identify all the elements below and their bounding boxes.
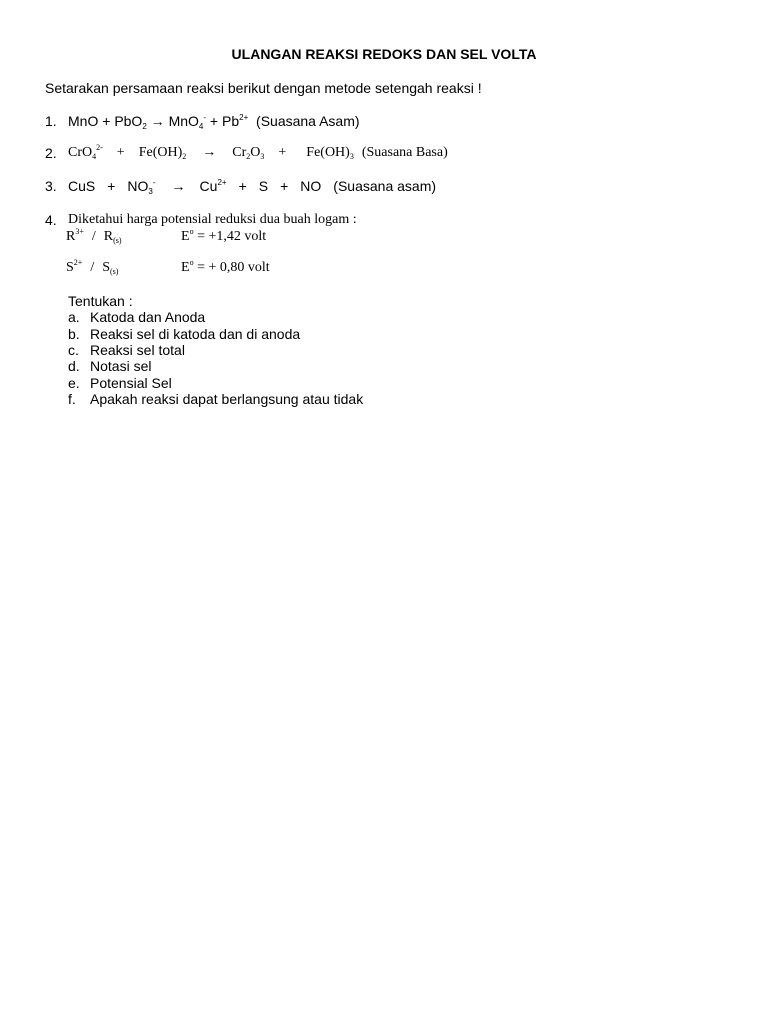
slash: / (90, 260, 95, 275)
condition: (Suasana asam) (333, 178, 437, 194)
product: Pb (222, 113, 240, 129)
superscript: 2+ (73, 258, 83, 267)
reactant: CuS (68, 178, 96, 194)
product: S (258, 178, 269, 194)
subscript: 2 (142, 122, 147, 131)
subscript: 3 (148, 187, 153, 196)
list-item-letter: c. (68, 342, 79, 358)
tentukan-label: Tentukan : (68, 293, 133, 309)
question-4-number: 4. (45, 212, 57, 228)
subscript: 3 (260, 152, 265, 161)
condition: (Suasana Asam) (256, 113, 360, 129)
list-item-letter: d. (68, 358, 80, 374)
product: NO (300, 178, 322, 194)
question-1-number: 1. (45, 113, 57, 129)
ion: R (66, 229, 76, 244)
plus-sign: + (116, 145, 125, 160)
potential-text: = + 0,80 volt (193, 260, 270, 275)
potential-value-1 (181, 229, 266, 245)
metal: R (103, 229, 114, 244)
question-2-equation (68, 145, 448, 161)
superscript: 3+ (75, 227, 84, 236)
condition: (Suasana Basa) (361, 145, 448, 160)
plus-sign: + (209, 113, 219, 129)
superscript: 2+ (239, 113, 249, 122)
instruction-text: Setarakan persamaan reaksi berikut dengan metode setengah reaksi ! (45, 80, 482, 96)
reactant: NO (127, 178, 149, 194)
list-item-text: Apakah reaksi dapat berlangsung atau tidak (90, 391, 364, 407)
plus-sign: + (238, 178, 247, 194)
subscript: 4 (92, 152, 97, 161)
question-4-intro: Diketahui harga potensial reduksi dua buah logam : (68, 212, 357, 227)
list-item-text: Potensial Sel (90, 375, 172, 391)
reaction-arrow: → (171, 178, 186, 194)
question-2-number: 2. (45, 145, 57, 161)
half-cell-2 (66, 260, 118, 276)
superscript: o (189, 258, 194, 267)
superscript: 2- (96, 143, 103, 152)
superscript: - (203, 113, 207, 122)
reactant: MnO (68, 113, 99, 129)
eo-symbol: E (181, 229, 190, 244)
reactant: Fe(OH) (138, 145, 183, 160)
product: Cu (199, 178, 218, 194)
question-1-equation (68, 113, 360, 129)
subscript: (s) (110, 267, 119, 276)
list-item-text: Reaksi sel total (90, 342, 185, 358)
product: Fe(OH) (306, 145, 350, 160)
question-3-equation (68, 178, 436, 194)
page-title: ULANGAN REAKSI REDOKS DAN SEL VOLTA (231, 46, 537, 62)
plus-sign: + (280, 178, 289, 194)
superscript: 2+ (217, 178, 227, 187)
potential-value-2 (181, 260, 270, 276)
question-3-number: 3. (45, 178, 57, 194)
reactant: PbO (114, 113, 143, 129)
product: Cr (232, 145, 247, 160)
plus-sign: + (278, 145, 287, 160)
metal: S (102, 260, 110, 275)
reactant: CrO (68, 145, 93, 160)
list-item-letter: b. (68, 326, 80, 342)
list-item-letter: e. (68, 375, 80, 391)
subscript: (s) (113, 236, 122, 245)
superscript: o (189, 227, 194, 236)
subscript: 4 (198, 122, 204, 131)
list-item-text: Notasi sel (90, 358, 152, 374)
product: O (250, 145, 261, 160)
list-item-text: Reaksi sel di katoda dan di anoda (90, 326, 301, 342)
plus-sign: + (107, 178, 116, 194)
list-item-letter: a. (68, 309, 80, 325)
subscript: 2 (246, 152, 251, 161)
eo-symbol: E (181, 260, 190, 275)
reaction-arrow: → (202, 145, 217, 160)
reaction-arrow: → (150, 113, 165, 129)
subscript: 2 (182, 152, 187, 161)
list-item-text: Katoda dan Anoda (90, 309, 206, 325)
superscript: - (152, 178, 156, 187)
list-item-letter: f. (68, 391, 76, 407)
potential-text: = +1,42 volt (193, 229, 267, 244)
plus-sign: + (102, 113, 111, 129)
subscript: 3 (349, 152, 354, 161)
half-cell-1 (66, 229, 122, 245)
slash: / (91, 229, 96, 244)
ion: S (66, 260, 74, 275)
product: MnO (168, 113, 199, 129)
